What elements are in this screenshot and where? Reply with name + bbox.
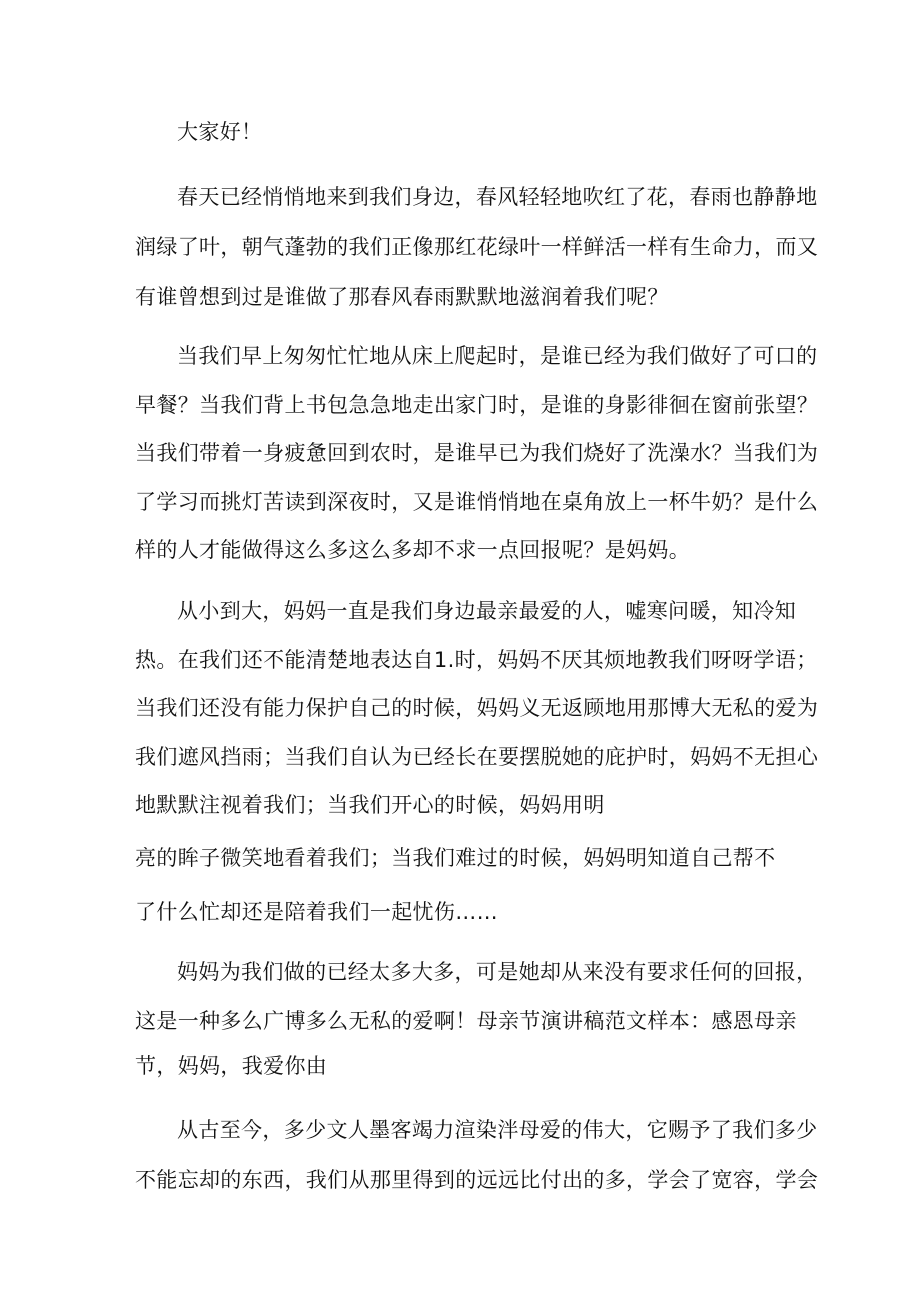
paragraph-line: 样的人才能做得这么多这么多却不求一点回报呢？是妈妈。 — [135, 538, 691, 562]
paragraph-line: 热。在我们还不能清楚地表达自1.时，妈妈不厌其烦地教我们呀呀学语； — [135, 648, 818, 672]
paragraph-line: 节，妈妈，我爱你由 — [135, 1054, 328, 1078]
paragraph-line: 早餐？当我们背上书包急急地走出家门时，是谁的身影徘徊在窗前张望？ — [135, 393, 819, 417]
paragraph-line: 亮的眸子微笑地看着我们；当我们难过的时候，妈妈明知道自己帮不 — [135, 846, 776, 870]
paragraph-line: 了学习而挑灯苦读到深夜时，又是谁悄悄地在桌角放上一杯牛奶？是什么 — [135, 490, 819, 514]
paragraph-line: 当我们带着一身疲惫回到农时，是谁早已为我们烧好了洗澡水？当我们为 — [135, 441, 819, 465]
paragraph-line: 润绿了叶，朝气蓬勃的我们正像那红花绿叶一样鲜活一样有生命力，而又 — [135, 235, 819, 259]
paragraph-line: 春天已经悄悄地来到我们身边，春风轻轻地吹红了花，春雨也静静地 — [177, 185, 818, 209]
paragraph-line: 当我们早上匆匆忙忙地从床上爬起时，是谁已经为我们做好了可口的 — [177, 344, 818, 368]
paragraph-line: 当我们还没有能力保护自己的时候，妈妈义无返顾地用那博大无私的爱为 — [135, 696, 819, 720]
paragraph-line: 从古至今，多少文人墨客竭力渲染泮母爱的伟大，它赐予了我们多少 — [177, 1118, 818, 1142]
greeting: 大家好！ — [177, 120, 263, 144]
paragraph-line: 这是一种多么广博多么无私的爱啊！母亲节演讲稿范文样本：感恩母亲 — [135, 1009, 797, 1033]
paragraph-line: 地默默注视着我们；当我们开心的时候，妈妈用明 — [135, 793, 605, 817]
paragraph-line: 有谁曾想到过是谁做了那春风春雨默默地滋润着我们呢？ — [135, 285, 669, 309]
paragraph-line: 不能忘却的东西，我们从那里得到的远远比付出的多，学会了宽容，学会 — [135, 1168, 819, 1192]
paragraph-line: 我们遮风挡雨；当我们自认为已经长在要摆脱她的庇护时，妈妈不无担心 — [135, 745, 819, 769]
paragraph-line: 妈妈为我们做的已经太多大多，可是她却从来没有要求任何的回报， — [177, 960, 818, 984]
paragraph-line: 了什么忙却还是陪着我们一起忧伤…… — [135, 900, 498, 924]
paragraph-line: 从小到大，妈妈一直是我们身边最亲最爱的人，嘘寒问暖，知冷知 — [177, 599, 797, 623]
